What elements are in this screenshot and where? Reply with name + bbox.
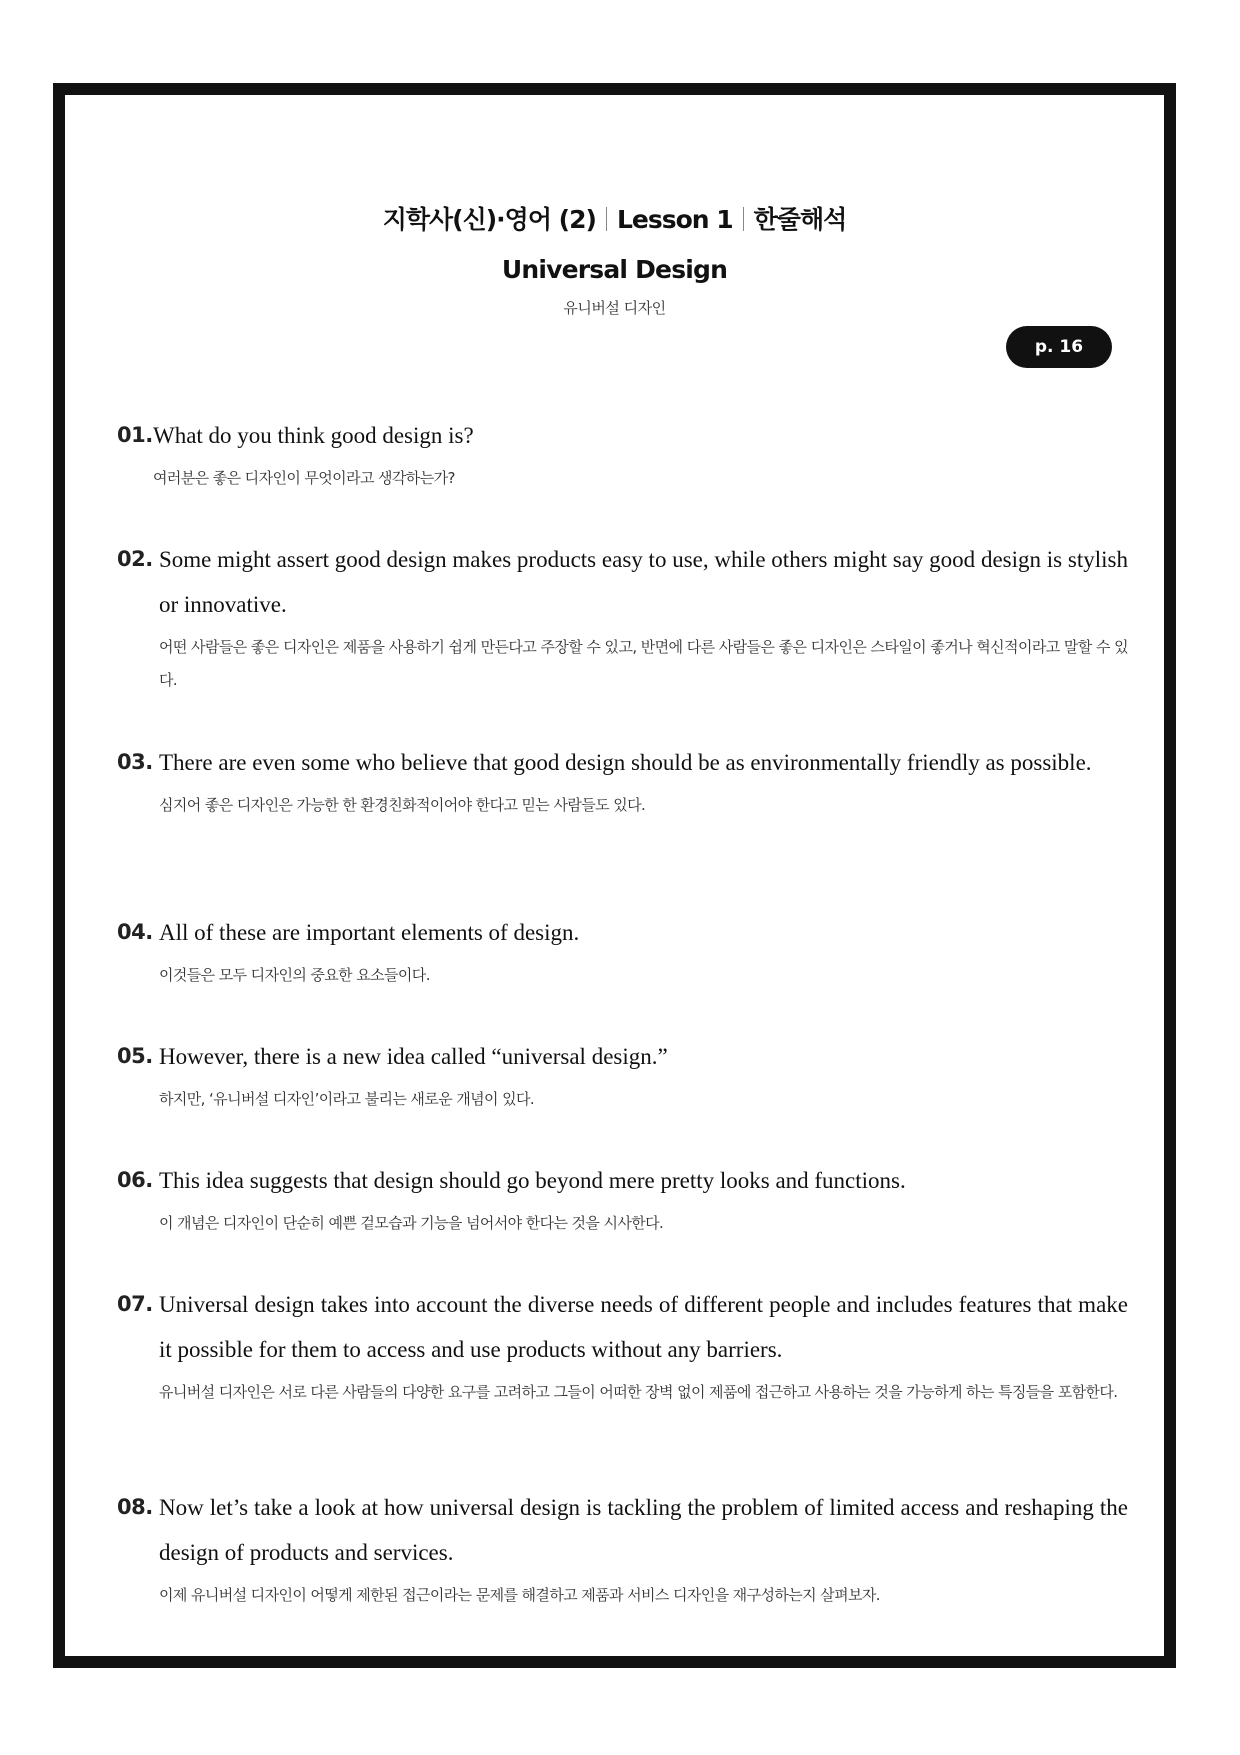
title-divider bbox=[606, 207, 607, 231]
page-frame bbox=[53, 83, 1176, 1668]
sentence-item-02 bbox=[117, 537, 1128, 697]
korean-translation: 하지만, ‘유니버설 디자인’이라고 불리는 새로운 개념이 있다. bbox=[159, 1090, 535, 1108]
sentence-item-01 bbox=[117, 413, 1128, 495]
sentence-item-07 bbox=[117, 1282, 1128, 1409]
english-sentence: What do you think good design is? bbox=[153, 423, 474, 448]
sentence-item-03 bbox=[117, 740, 1128, 822]
sentence-number: 08. bbox=[117, 1495, 153, 1519]
korean-translation: 여러분은 좋은 디자인이 무엇이라고 생각하는가? bbox=[153, 469, 455, 487]
korean-translation: 이 개념은 디자인이 단순히 예쁜 겉모습과 기능을 넘어서야 한다는 것을 시사한다. bbox=[159, 1214, 664, 1232]
english-sentence: However, there is a new idea called “universal design.” bbox=[159, 1044, 668, 1069]
korean-translation: 심지어 좋은 디자인은 가능한 한 환경친화적이어야 한다고 믿는 사람들도 있다. bbox=[159, 796, 646, 814]
sentence-number: 05. bbox=[117, 1044, 153, 1068]
korean-translation: 이것들은 모두 디자인의 중요한 요소들이다. bbox=[159, 966, 430, 984]
english-sentence: All of these are important elements of design. bbox=[159, 920, 580, 945]
sentence-number: 01. bbox=[117, 423, 153, 447]
sentence-number: 02. bbox=[117, 547, 153, 571]
english-sentence: Universal design takes into account the diverse needs of different people and includes features that make it possible for them to access and use products without any barriers. bbox=[159, 1292, 1128, 1362]
title-lesson: Lesson 1 bbox=[616, 205, 733, 234]
english-sentence: Some might assert good design makes products easy to use, while others might say good design is stylish or innovative. bbox=[159, 547, 1128, 617]
sentence-item-08 bbox=[117, 1485, 1128, 1612]
korean-translation: 어떤 사람들은 좋은 디자인은 제품을 사용하기 쉽게 만든다고 주장할 수 있고, 반면에 다른 사람들은 좋은 디자인은 스타일이 좋거나 혁신적이라고 말할 수 있다. bbox=[159, 638, 1128, 689]
title-divider bbox=[743, 207, 744, 231]
english-sentence: There are even some who believe that good design should be as environmentally friendly as possible. bbox=[159, 750, 1092, 775]
title-textbook: 지학사(신)·영어 (2) bbox=[382, 205, 596, 234]
sentence-number: 03. bbox=[117, 750, 153, 774]
sentence-item-05 bbox=[117, 1034, 1128, 1116]
lesson-subtitle: Universal Design bbox=[501, 255, 728, 284]
korean-translation: 유니버설 디자인은 서로 다른 사람들의 다양한 요구를 고려하고 그들이 어떠한 장벽 없이 제품에 접근하고 사용하는 것을 가능하게 하는 특징들을 포함한다. bbox=[159, 1383, 1118, 1401]
lesson-subtitle-korean: 유니버설 디자인 bbox=[563, 299, 666, 317]
sentence-item-04 bbox=[117, 910, 1128, 992]
english-sentence: This idea suggests that design should go beyond mere pretty looks and functions. bbox=[159, 1168, 906, 1193]
page-title bbox=[65, 203, 1164, 237]
title-type: 한줄해석 bbox=[753, 205, 847, 234]
sentence-number: 04. bbox=[117, 920, 153, 944]
page-header bbox=[65, 203, 1164, 318]
english-sentence: Now let’s take a look at how universal design is tackling the problem of limited access and reshaping the design of products and services. bbox=[159, 1495, 1128, 1565]
korean-translation: 이제 유니버설 디자인이 어떻게 제한된 접근이라는 문제를 해결하고 제품과 서비스 디자인을 재구성하는지 살펴보자. bbox=[159, 1586, 880, 1604]
sentence-number: 06. bbox=[117, 1168, 153, 1192]
sentence-number: 07. bbox=[117, 1292, 153, 1316]
sentence-item-06 bbox=[117, 1158, 1128, 1240]
page-number-badge: p. 16 bbox=[1006, 326, 1112, 368]
